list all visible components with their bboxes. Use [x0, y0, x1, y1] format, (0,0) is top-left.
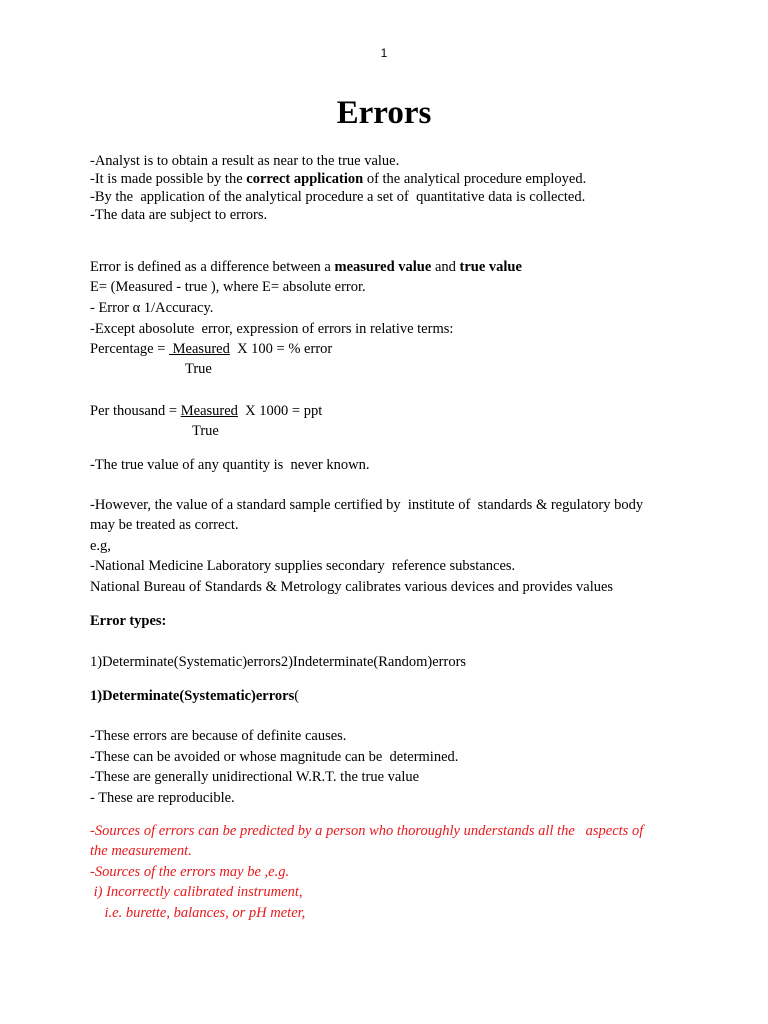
per-thousand-numerator: Measured	[180, 403, 238, 419]
determinate-heading: 1)Determinate(Systematic)errors(	[90, 688, 300, 704]
relative-terms-intro: -Except abosolute error, expression of errors in relative terms:	[90, 321, 454, 337]
determinate-point-2: -These can be avoided or whose magnitude can be determined.	[90, 749, 459, 765]
true-value-bold: true value	[459, 259, 522, 275]
true-value-never-known: -The true value of any quantity is never known.	[90, 457, 370, 473]
percentage-denominator: True	[185, 361, 212, 377]
percentage-numerator: Measured	[169, 341, 230, 357]
correct-application-bold: correct application	[246, 171, 364, 187]
error-definition: Error is defined as a difference between a measured value and true value	[90, 259, 522, 275]
error-types-heading: Error types:	[90, 613, 167, 629]
however-line-5: National Bureau of Standards & Metrology calibrates various devices and provides values	[90, 579, 614, 595]
intro-line-2: -It is made possible by the correct application of the analytical procedure employed.	[90, 171, 587, 187]
sources-line-1: -Sources of errors can be predicted by a person who thoroughly understands all the aspects of	[90, 823, 644, 839]
however-line-2: may be treated as correct.	[90, 517, 239, 533]
sources-line-3: -Sources of the errors may be ,e.g.	[90, 864, 290, 880]
sources-line-2: the measurement.	[90, 843, 192, 859]
error-types-list: 1)Determinate(Systematic)errors2)Indeterminate(Random)errors	[90, 654, 467, 670]
sources-line-5: i.e. burette, balances, or pH meter,	[90, 905, 306, 921]
sources-line-4: i) Incorrectly calibrated instrument,	[90, 884, 303, 900]
measured-value-bold: measured value	[334, 259, 432, 275]
intro-line-4: -The data are subject to errors.	[90, 207, 268, 223]
error-accuracy-relation: - Error α 1/Accuracy.	[90, 300, 214, 316]
determinate-point-3: -These are generally unidirectional W.R.T. the true value	[90, 769, 420, 785]
per-thousand-denominator: True	[192, 423, 219, 439]
page-number: 1	[380, 46, 388, 60]
determinate-point-4: - These are reproducible.	[90, 790, 235, 806]
per-thousand-formula: Per thousand = Measured X 1000 = ppt	[90, 403, 323, 419]
intro-line-3: -By the application of the analytical procedure a set of quantitative data is collected.	[90, 189, 586, 205]
however-line-4: -National Medicine Laboratory supplies secondary reference substances.	[90, 558, 516, 574]
absolute-error-formula: E= (Measured - true ), where E= absolute error.	[90, 279, 366, 295]
percentage-formula: Percentage = Measured X 100 = % error	[90, 341, 333, 357]
however-line-1: -However, the value of a standard sample certified by institute of standards & regulatory body	[90, 497, 644, 513]
page-title: Errors	[336, 95, 432, 131]
intro-line-1: -Analyst is to obtain a result as near to the true value.	[90, 153, 400, 169]
however-line-3: e.g,	[90, 538, 111, 554]
determinate-point-1: -These errors are because of definite causes.	[90, 728, 347, 744]
